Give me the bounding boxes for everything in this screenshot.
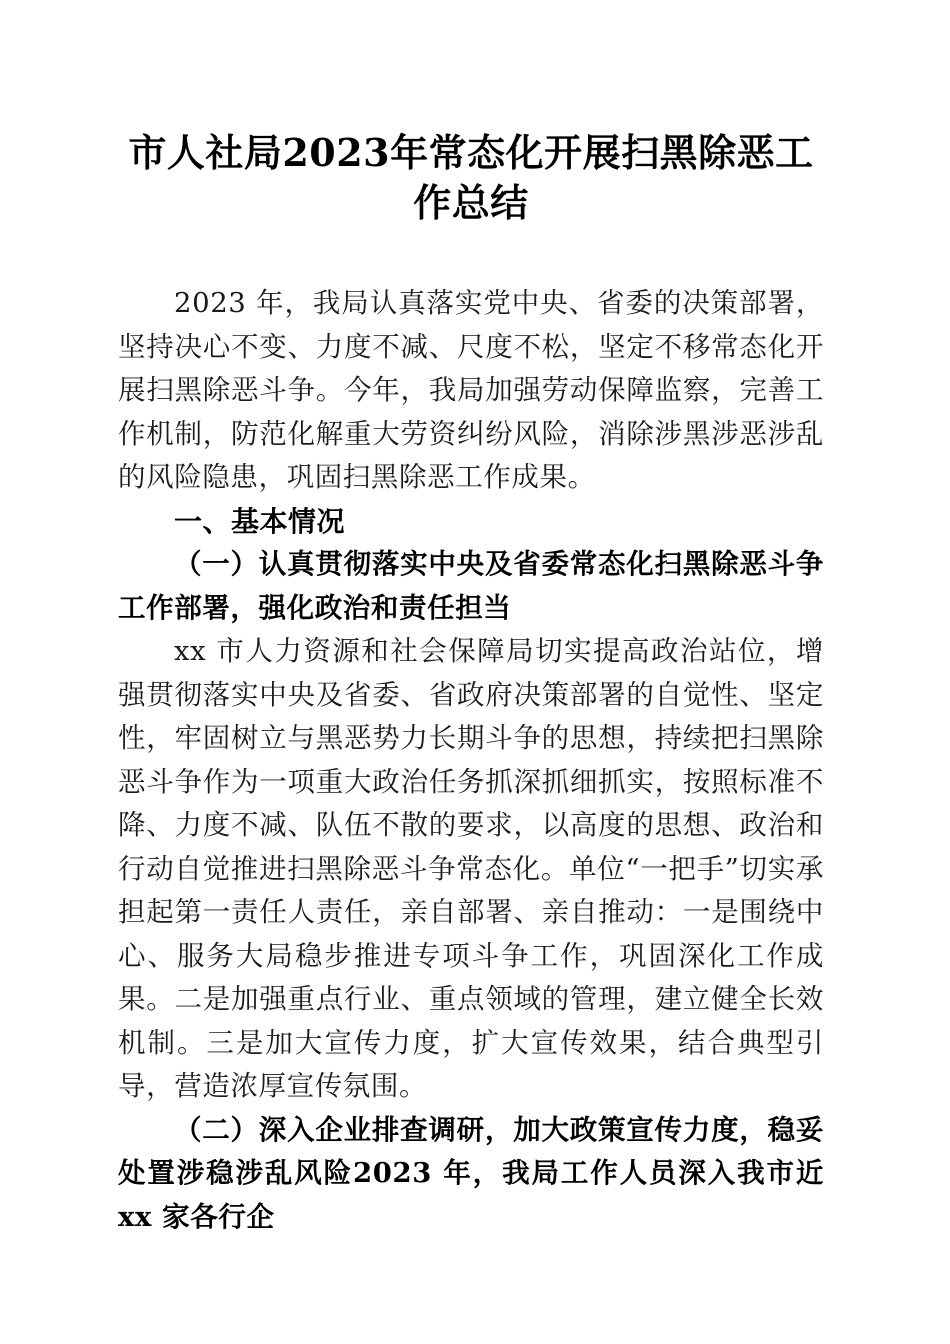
sub-one-body-paragraph: xx 市人力资源和社会保障局切实提高政治站位，增强贯彻落实中央及省委、省政府决策部署的自觉性、坚定性，牢固树立与黑恶势力长期斗争的思想，持续把扫黑除恶斗争作为一项重大政治任务抓深抓细抓实，按照标准不降、力度不减、队伍不散的要求，以高度的思想、政治和行动自觉推进扫黑除恶斗争常态化。单位“一把手”切实承担起第一责任人责任，亲自部署、亲自推动：一是围绕中心、服务大局稳步推进专项斗争工作，巩固深化工作成果。二是加强重点行业、重点领域的管理，建立健全长效机制。三是加大宣传力度，扩大宣传效果，结合典型引导，营造浓厚宣传氛围。 xyxy=(118,635,824,1102)
document-content xyxy=(118,0,824,1239)
intro-paragraph: 2023 年，我局认真落实党中央、省委的决策部署，坚持决心不变、力度不减、尺度不松，坚定不移常态化开展扫黑除恶斗争。今年，我局加强劳动保障监察，完善工作机制，防范化解重大劳资纠纷风险，消除涉黑涉恶涉乱的风险隐患，巩固扫黑除恶工作成果。 xyxy=(118,287,824,493)
sub-heading-two: （二）深入企业排查调研，加大政策宣传力度，稳妥处置涉稳涉乱风险2023 年，我局工作人员深入我市近 xx 家各行企 xyxy=(118,1113,824,1233)
sub-heading-one: （一）认真贯彻落实中央及省委常态化扫黑除恶斗争工作部署，强化政治和责任担当 xyxy=(118,548,824,624)
page-title: 市人社局2023年常态化开展扫黑除恶工作总结 xyxy=(128,130,814,225)
section-heading-basic-situation: 一、基本情况 xyxy=(174,504,346,538)
